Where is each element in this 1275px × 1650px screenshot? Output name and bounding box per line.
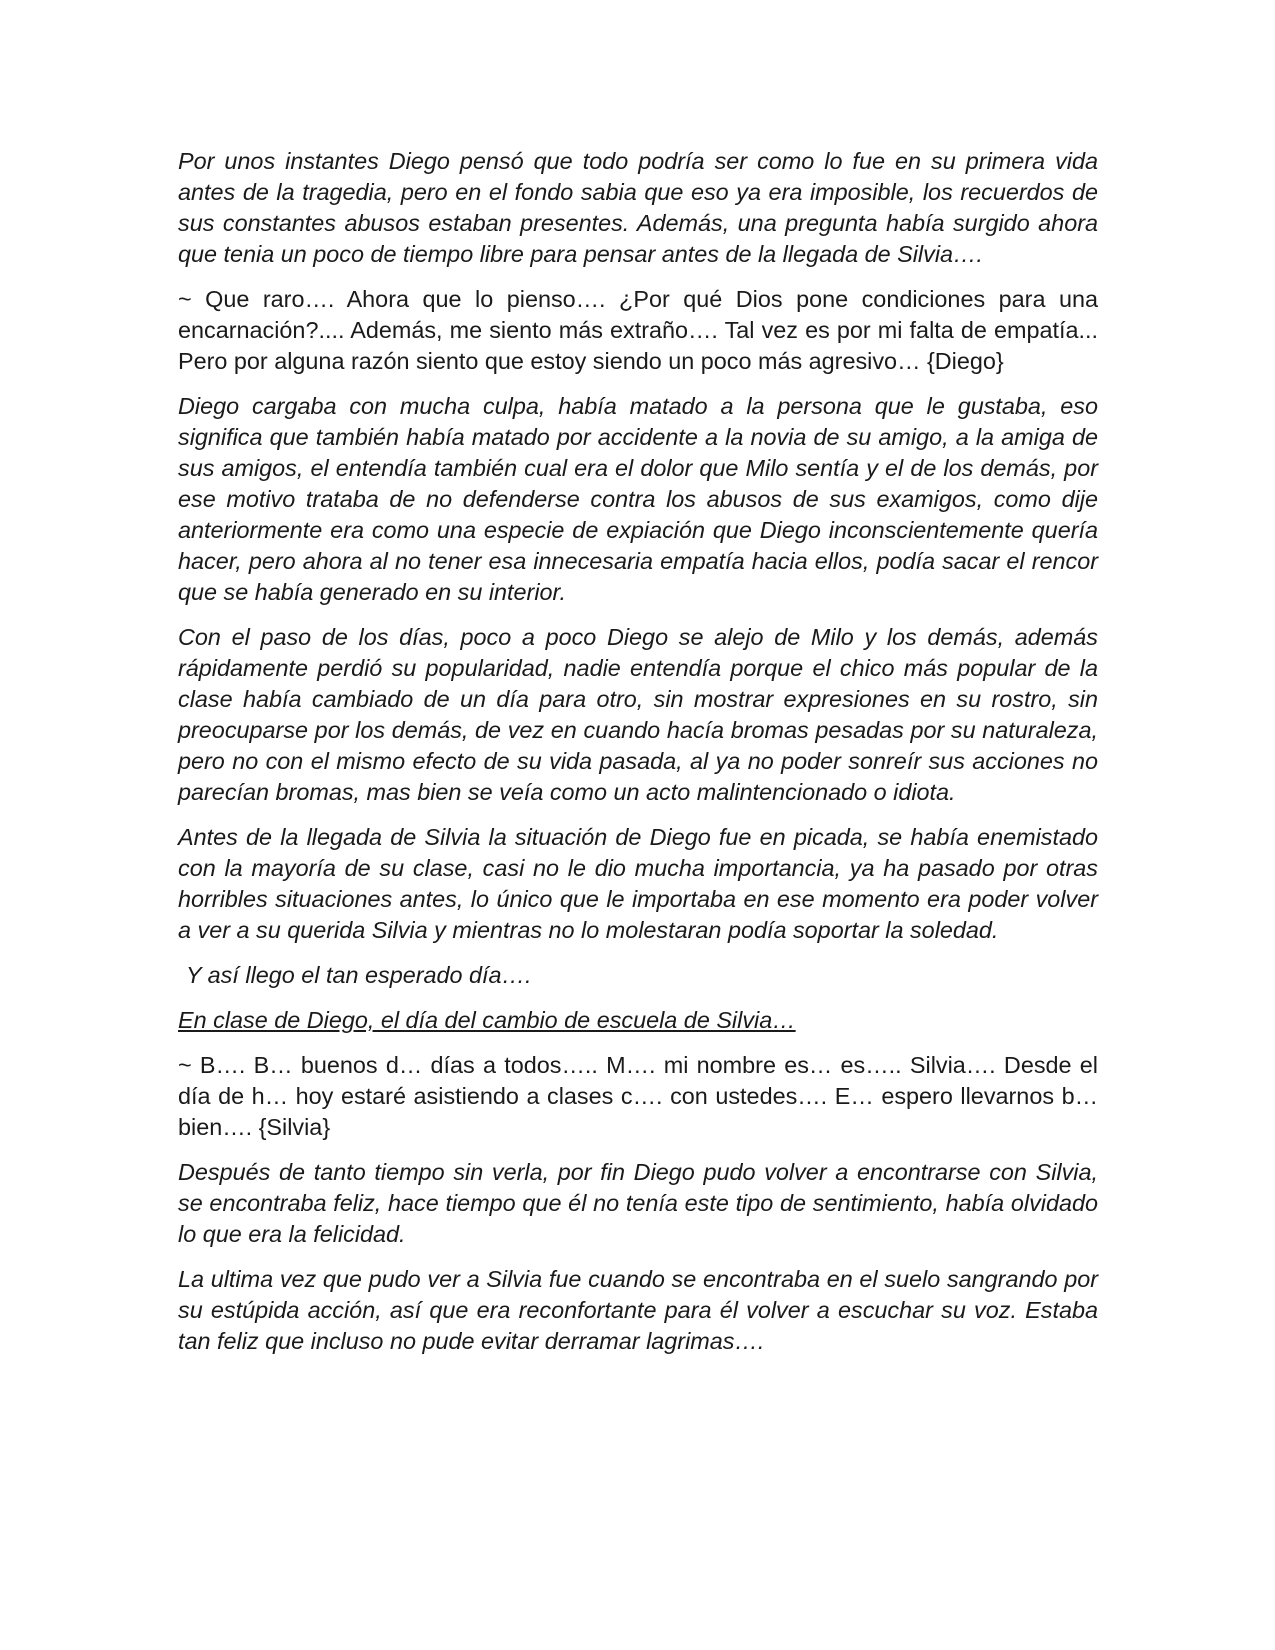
narration-paragraph: Después de tanto tiempo sin verla, por fin Diego pudo volver a encontrarse con Silvia, se encontraba feliz, hace tiempo que él no tenía este tipo de sentimiento, había olvidado lo que era la felicidad. bbox=[178, 1159, 1098, 1247]
document-page bbox=[178, 146, 1098, 1371]
narration-paragraph: Con el paso de los días, poco a poco Diego se alejo de Milo y los demás, además rápidamente perdió su popularidad, nadie entendía porque el chico más popular de la clase había cambiado de un día para otro, sin mostrar expresiones en su rostro, sin preocuparse por los demás, de vez en cuando hacía bromas pesadas por su naturaleza, pero no con el mismo efecto de su vida pasada, al ya no poder sonreír sus acciones no parecían bromas, mas bien se veía como un acto malintencionado o idiota. bbox=[178, 624, 1098, 805]
dialogue-paragraph: ~ Que raro…. Ahora que lo pienso…. ¿Por qué Dios pone condiciones para una encarnación?.... Además, me siento más extraño…. Tal vez es por mi falta de empatía... Pero por alguna razón siento que estoy siendo un poco más agresivo… {Diego} bbox=[178, 286, 1098, 374]
narration-paragraph: La ultima vez que pudo ver a Silvia fue cuando se encontraba en el suelo sangrando por su estúpida acción, así que era reconfortante para él volver a escuchar su voz. Estaba tan feliz que incluso no pude evitar derramar lagrimas…. bbox=[178, 1266, 1098, 1354]
narration-paragraph: Antes de la llegada de Silvia la situación de Diego fue en picada, se había enemistado con la mayoría de su clase, casi no le dio mucha importancia, ya ha pasado por otras horribles situaciones antes, lo único que le importaba en ese momento era poder volver a ver a su querida Silvia y mientras no lo molestaran podía soportar la soledad. bbox=[178, 824, 1098, 943]
transition-line: Y así llego el tan esperado día…. bbox=[186, 962, 532, 988]
scene-heading: En clase de Diego, el día del cambio de escuela de Silvia… bbox=[178, 1007, 796, 1033]
narration-paragraph: Por unos instantes Diego pensó que todo podría ser como lo fue en su primera vida antes de la tragedia, pero en el fondo sabia que eso ya era imposible, los recuerdos de sus constantes abusos estaban presentes. Además, una pregunta había surgido ahora que tenia un poco de tiempo libre para pensar antes de la llegada de Silvia…. bbox=[178, 148, 1098, 267]
narration-paragraph: Diego cargaba con mucha culpa, había matado a la persona que le gustaba, eso significa que también había matado por accidente a la novia de su amigo, a la amiga de sus amigos, el entendía también cual era el dolor que Milo sentía y el de los demás, por ese motivo trataba de no defenderse contra los abusos de sus examigos, como dije anteriormente era como una especie de expiación que Diego inconscientemente quería hacer, pero ahora al no tener esa innecesaria empatía hacia ellos, podía sacar el rencor que se había generado en su interior. bbox=[178, 393, 1098, 605]
dialogue-paragraph: ~ B…. B… buenos d… días a todos….. M…. mi nombre es… es….. Silvia…. Desde el día de h… hoy estaré asistiendo a clases c…. con ustedes…. E… espero llevarnos b… bien…. {Silvia} bbox=[178, 1052, 1098, 1140]
